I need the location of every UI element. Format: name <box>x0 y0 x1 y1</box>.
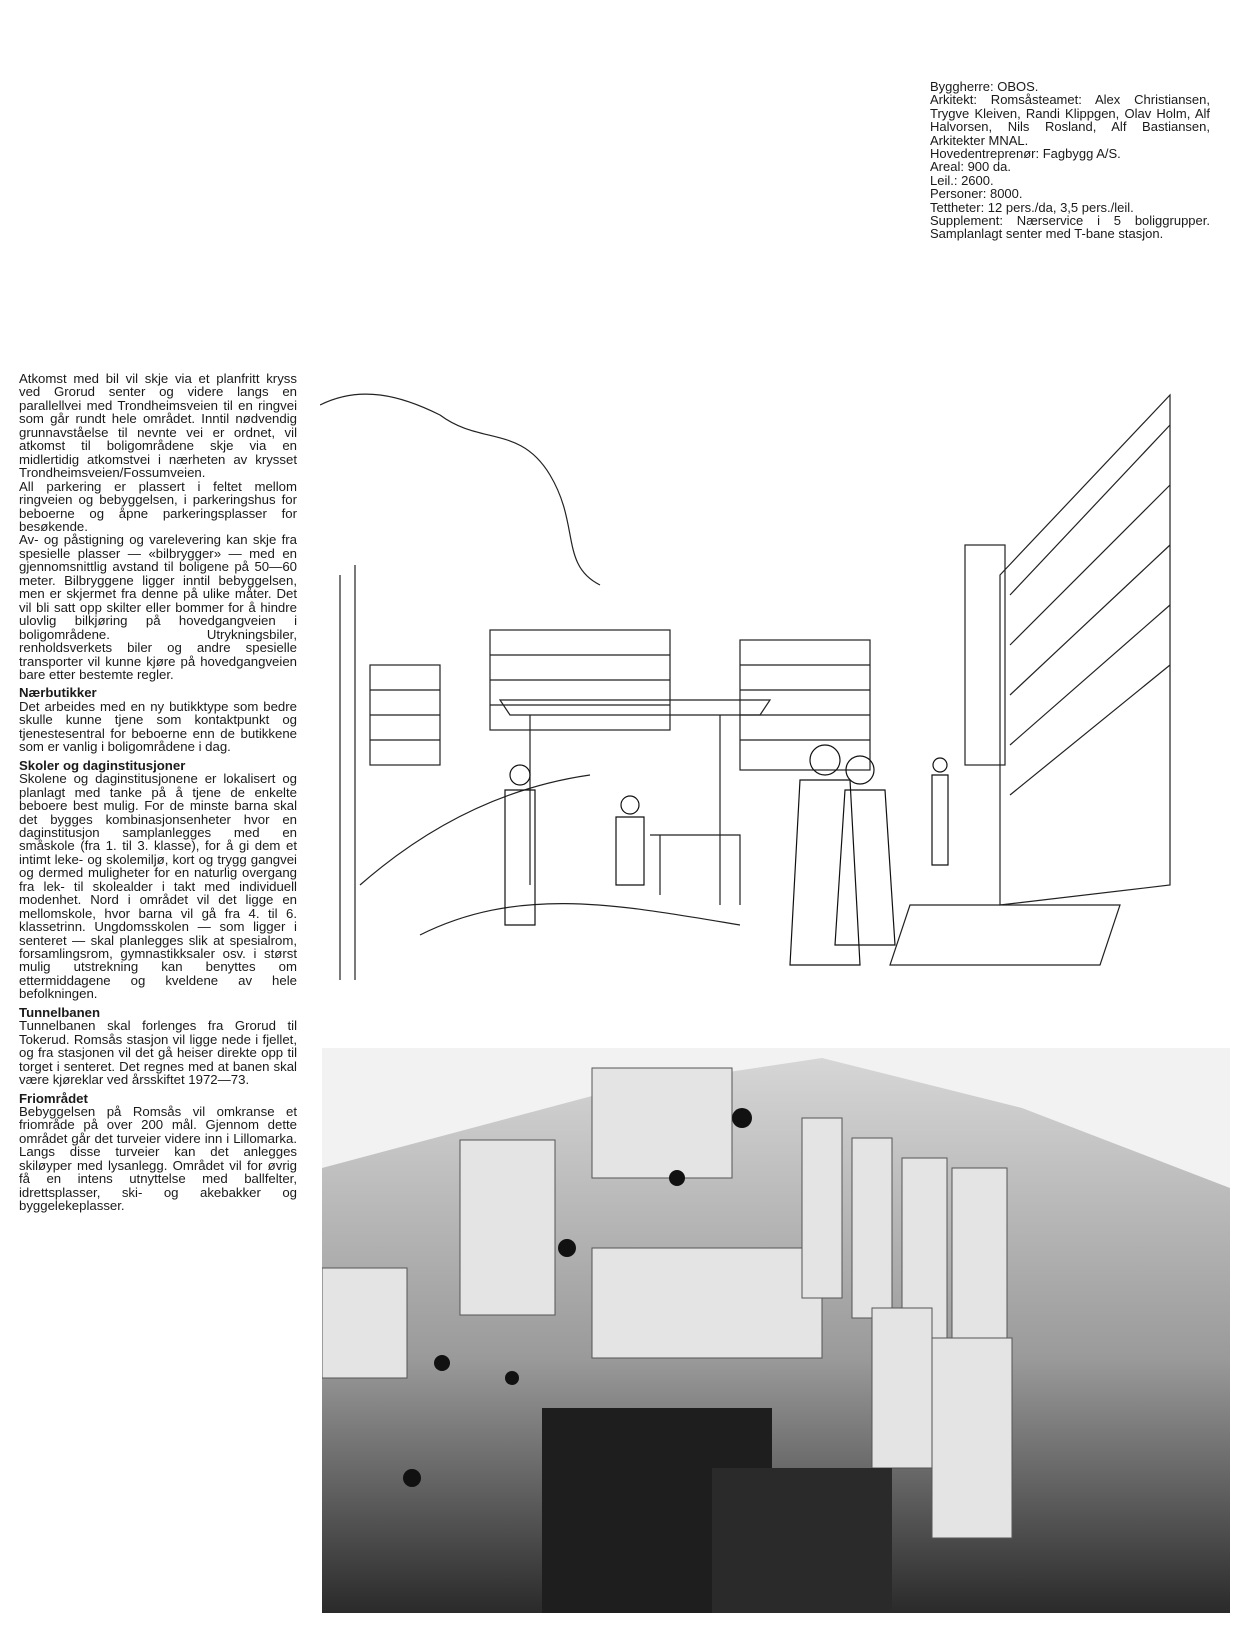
table <box>650 835 740 905</box>
tree-branch <box>320 394 600 585</box>
canopy <box>500 700 770 905</box>
ground-lines <box>360 775 740 935</box>
fact-density: Tettheter: 12 pers./da, 3,5 pers./leil. <box>930 199 1134 215</box>
fact-builder: Byggherre: OBOS. <box>930 79 1039 94</box>
section-heading: Tunnelbanen <box>19 1004 101 1020</box>
paragraph: Tunnelbanen skal forlenges fra Grorud til Tokerud. Romsås stasjon vil ligge nede i fjellet, og fra stasjonen vil det gå heiser direkte opp til torget i senteret. Det regnes med at banen skal være kjøreklar ved årsskiftet 1972—73. <box>19 1018 297 1088</box>
building-right <box>965 395 1170 905</box>
section-heading: Skoler og daginstitusjoner <box>19 757 186 773</box>
paragraph: All parkering er plassert i feltet mellom ringveien og bebyggelsen, i parkeringshus for beboerne og åpne parkeringsplasser for besøkende. <box>19 478 297 534</box>
paragraph: Skolene og daginstitusjonene er lokalisert og planlagt med tanke på å tjene de enkelte beboere best mulig. For de minste barna skal det bygges kombinasjonsenheter hvor en daginstitusjon samplanlegges med en småskole (fra 1. til 3. klasse), for å gi dem et intimt leke- og skolemiljø, kort og trygg gangvei og dermed muligheter for en naturlig overgang fra lek- til skolealder i takt med individuell modenhet. Nord i området vil det ligge en mellomskole, hvor barna vil gå fra 4. til 6. klassetrinn. Ungdomsskolen — som ligger i senteret — skal planlegges slik at spesialrom, forsamlingsrom, gymnastikksaler osv. i størst mulig utstrekning kan benyttes om ettermiddagene og kveldene av hele befolkningen. <box>19 771 297 1002</box>
fact-area: Areal: 900 da. <box>930 159 1011 175</box>
paragraph: Det arbeides med en ny butikktype som bedre skulle kunne tjene som kontaktpunkt og tjenestesentral for beboerne enn de butikkene som er vanlig i boligområdene i dag. <box>19 698 297 755</box>
fact-architect: Arkitekt: Romsåsteamet: Alex Christiansen, Trygve Kleiven, Randi Klippgen, Olav Holm, Alf Halvorsen, Nils Rosland, Alf Bastiansen, Arkitekter MNAL. <box>930 92 1210 148</box>
architectural-model-photo <box>322 1048 1230 1613</box>
paragraph: Bebyggelsen på Romsås vil omkranse et friområde på over 200 mål. Gjennom dette området går det turveier videre inn i Lillomarka. Langs disse turveier kan det anlegges skiløyper med lysanlegg. Området vil for øvrig få en intens utnyttelse med ballfelter, idrettsplasser, ski- og akebakker og byggelekeplasser. <box>19 1104 297 1214</box>
fact-supplement: Supplement: Nærservice i 5 boliggrupper. Samplanlagt senter med T-bane stasjon. <box>930 213 1210 242</box>
tree-trunk <box>340 565 355 980</box>
paving <box>890 905 1120 965</box>
section-heading: Nærbutikker <box>19 685 97 701</box>
perspective-drawing <box>320 365 1190 980</box>
model-shadow-block <box>712 1468 892 1613</box>
paragraph: Atkomst med bil vil skje via et planfritt kryss ved Grorud senter og videre langs en parallellvei med Trondheimsveien til en ringvei som går rundt hele området. Inntil nødvendig grunnavståelse til nevnte vei er ordnet, vil atkomst til boligområdene skje via en midlertidig atkomstvei i nærheten av krysset Trondheimsveien/Fossumveien. <box>19 371 297 481</box>
section-heading: Friområdet <box>19 1090 88 1106</box>
article-column <box>19 372 297 1213</box>
project-facts <box>930 80 1210 241</box>
paragraph: Av- og påstigning og varelevering kan skje fra spesielle plasser — «bilbrygger» — med en gjennomsnittlig avstand til boligene på 50—60 meter. Bilbryggene ligger inntil bebyggelsen, men er skjermet fra denne på ulike måter. Det vil bli satt opp skilter eller bommer for å hindre ulovlig bilkjøring på hovedgangveien i boligområdene. Utrykningsbiler, renholdsverkets biler og andre spesielle transporter vil kunne kjøre på hovedgangveien bare etter bestemte regler. <box>19 532 297 682</box>
fact-contractor: Hovedentreprenør: Fagbygg A/S. <box>930 146 1121 162</box>
fact-apartments: Leil.: 2600. <box>930 172 994 188</box>
fact-persons: Personer: 8000. <box>930 186 1023 202</box>
